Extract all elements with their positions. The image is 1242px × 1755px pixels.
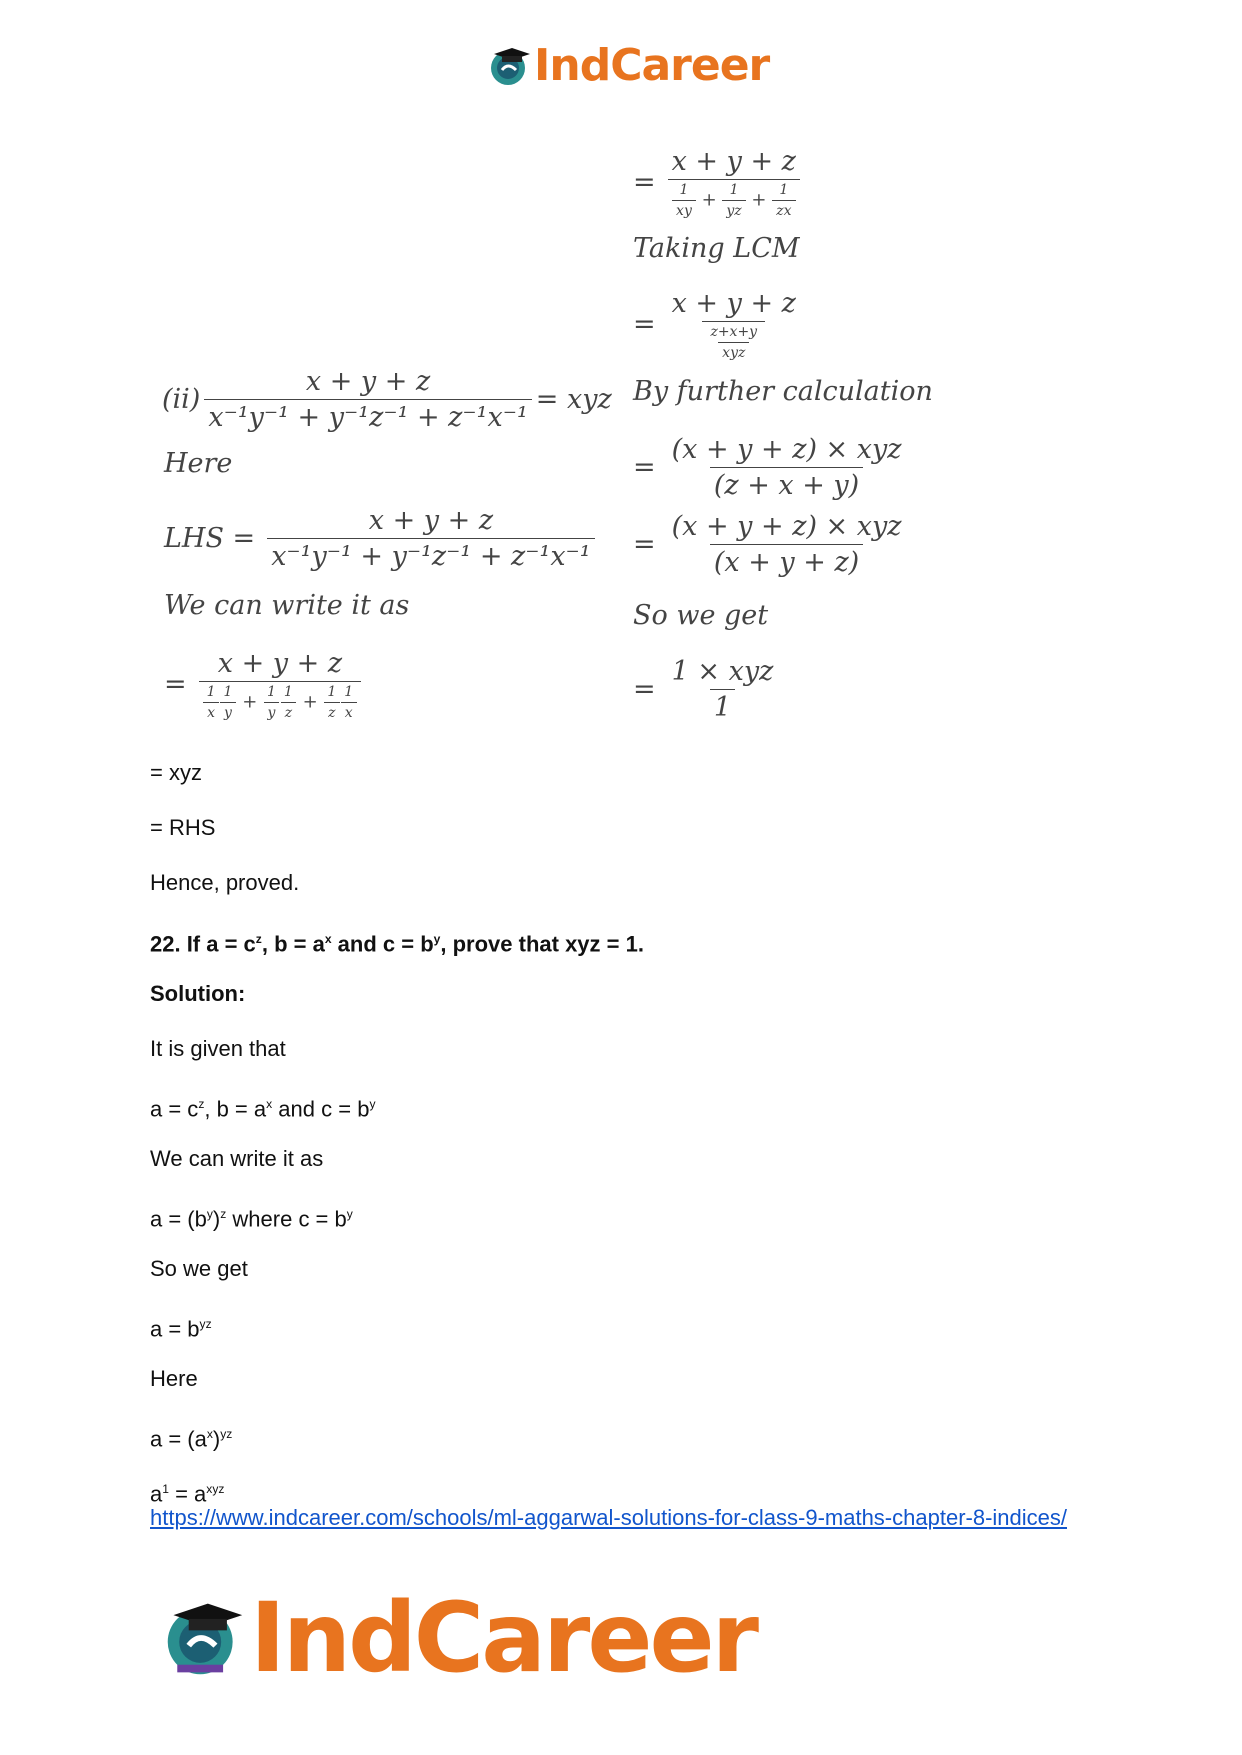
footer-logo bbox=[162, 1582, 756, 1694]
math-here: Here bbox=[164, 448, 233, 479]
text-eq-xyz: = xyz bbox=[150, 760, 202, 785]
solution-heading: Solution: bbox=[150, 981, 246, 1006]
question-22: 22. If $a = c^z$, $b = a^x$ and $c = b^y$, prove that xyz = 1. bbox=[150, 931, 644, 957]
graduation-cap-icon bbox=[488, 44, 532, 88]
text-a1-axyz: $a^1 = a^{xyz}$ bbox=[150, 1481, 225, 1507]
math-reciprocal-sum: = x + y + z $\frac{1}{x}$ $\frac{1}{y}$ + $\frac{1}{y}$ $\frac{1}{z}$ + $\frac{1}{z}$ $\frac{1}{x}$ bbox=[164, 648, 365, 721]
text-eq-rhs: = RHS bbox=[150, 815, 216, 840]
math-step-5: = $\frac{\text{1 × xyz}}{1}$ bbox=[633, 656, 774, 723]
math-numerator: x + y + z bbox=[305, 366, 431, 397]
graduation-cap-icon bbox=[162, 1596, 246, 1680]
text-write-as: We can write it as bbox=[150, 1146, 324, 1171]
text-substitute: $a = (b^y)^z$ where $c = b^y$ bbox=[150, 1206, 353, 1232]
brand-name: IndCareer bbox=[250, 1582, 756, 1694]
math-eq-xyz: = xyz bbox=[535, 384, 612, 415]
brand-name: IndCareer bbox=[534, 40, 770, 91]
text-a-axyz: $a = (a^x)^{yz}$ bbox=[150, 1426, 233, 1452]
math-taking-lcm: Taking LCM bbox=[633, 233, 800, 264]
math-step-1: = x + y + z $\frac{1}{xy}$ + $\frac{1}{yz}$ + $\frac{1}{zx}$ bbox=[633, 146, 804, 219]
math-so-we-get: So we get bbox=[633, 600, 769, 631]
text-here: Here bbox=[150, 1366, 198, 1391]
math-by-further: By further calculation bbox=[633, 376, 933, 407]
text-given-eq: $a = c^z$, $b = a^x$ and $c = b^y$ bbox=[150, 1096, 376, 1122]
text-so-we-get: So we get bbox=[150, 1256, 248, 1281]
text-a-byz: $a = b^{yz}$ bbox=[150, 1316, 212, 1342]
math-we-can-write: We can write it as bbox=[164, 590, 410, 621]
math-lhs: LHS = $\frac{x + y + z}{\text{x⁻¹y⁻¹ + y⁻¹z⁻¹ + z⁻¹x⁻¹}}$ bbox=[164, 505, 599, 572]
text-hence-proved: Hence, proved. bbox=[150, 870, 300, 895]
math-denominator: x⁻¹y⁻¹ + y⁻¹z⁻¹ + z⁻¹x⁻¹ bbox=[204, 399, 531, 433]
header-logo bbox=[488, 40, 769, 91]
math-ii-label: (ii) bbox=[162, 384, 201, 415]
math-step-4: = $\frac{\text{(x + y + z) × xyz}}{(x + y + z)}$ bbox=[633, 511, 902, 578]
source-link[interactable]: https://www.indcareer.com/schools/ml-aggarwal-solutions-for-class-9-maths-chapter-8-indices/ bbox=[150, 1505, 1067, 1530]
text-given: It is given that bbox=[150, 1036, 286, 1061]
math-step-2: = $\frac{x + y + z}{\frac{z+x+y}{\text{xyz}}}$ bbox=[633, 288, 796, 361]
math-step-3: = $\frac{\text{(x + y + z) × xyz}}{(z + x + y)}$ bbox=[633, 434, 902, 501]
math-ii-equation bbox=[162, 366, 620, 433]
